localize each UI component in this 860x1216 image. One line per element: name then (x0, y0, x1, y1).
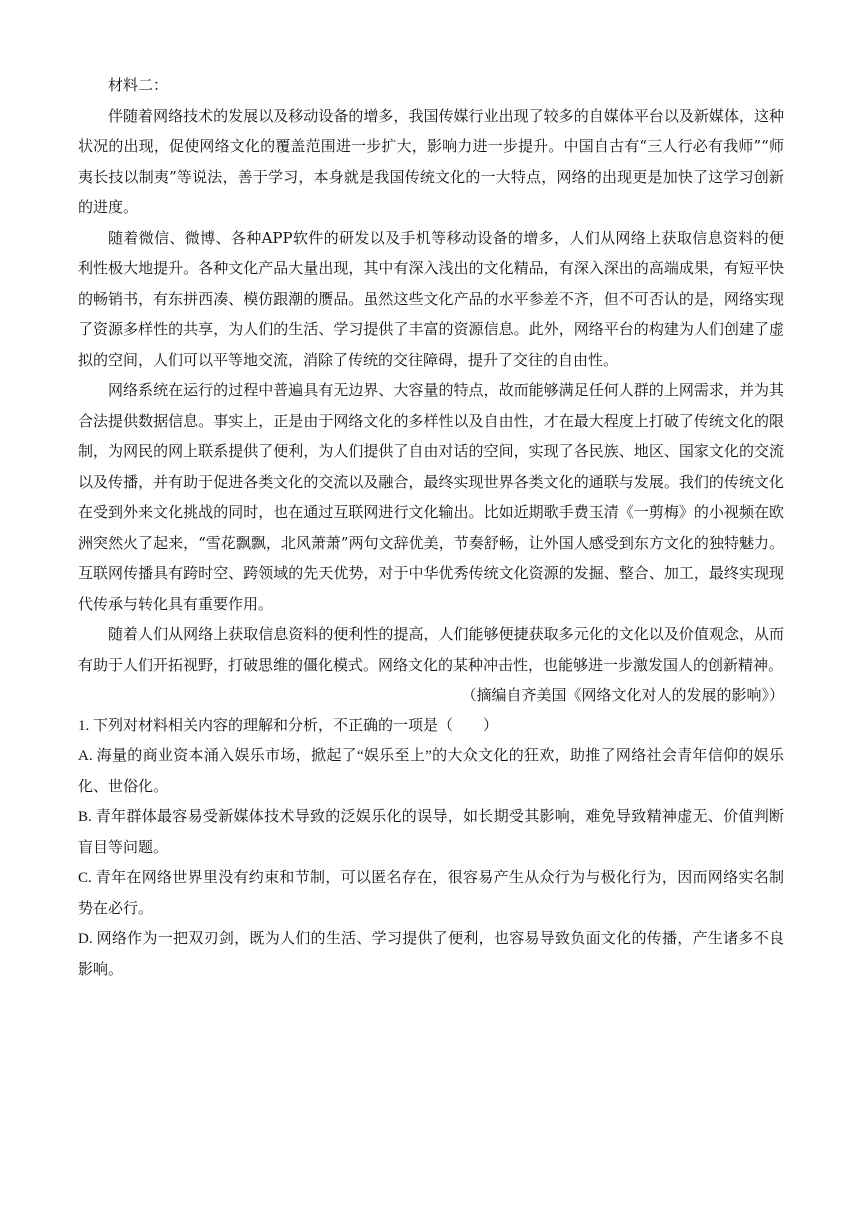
material-label: 材料二： (108, 76, 169, 94)
material-paragraph-1: 伴随着网络技术的发展以及移动设备的增多，我国传媒行业出现了较多的自媒体平台以及新媒体，这种状况的出现，促使网络文化的覆盖范围进一步扩大，影响力进一步提升。中国自古有“三人行必有我师”“师夷长技以制夷”等说法，善于学习，本身就是我国传统文化的一大特点，网络的出现更是加快了这学习创新的进度。 (78, 106, 784, 216)
material-paragraph-3: 网络系统在运行的过程中普遍具有无边界、大容量的特点，故而能够满足任何人群的上网需求，并为其合法提供数据信息。事实上，正是由于网络文化的多样性以及自由性，才在最大程度上打破了传统文化的限制，为网民的网上联系提供了便利，为人们提供了自由对话的空间，实现了各民族、地区、国家文化的交流以及传播，并有助于促进各类文化的交流以及融合，最终实现世界各类文化的通联与发展。我们的传统文化在受到外来文化挑战的同时，也在通过互联网进行文化输出。比如近期歌手费玉清《一剪梅》的小视频在欧洲突然火了起来，“雪花飘飘，北风萧萧”两句文辞优美，节奏舒畅，让外国人感受到东方文化的独特魅力。互联网传播具有跨时空、跨领域的先天优势，对于中华优秀传统文化资源的发掘、整合、加工，最终实现现代传承与转化具有重要作用。 (78, 381, 784, 613)
question-stem: 1. 下列对材料相关内容的理解和分析，不正确的一项是（ ） (78, 717, 499, 734)
material-paragraph-4: 随着人们从网络上获取信息资料的便利性的提高，人们能够便捷获取多元化的文化以及价值观念，从而有助于人们开拓视野，打破思维的僵化模式。网络文化的某种冲击性，也能够进一步激发国人的创新精神。 (78, 625, 784, 674)
option-a: A. 海量的商业资本涌入娱乐市场，掀起了“娱乐至上”的大众文化的狂欢，助推了网络社会青年信仰的娱乐化、世俗化。 (78, 748, 784, 795)
option-d: D. 网络作为一把双刃剑，既为人们的生活、学习提供了便利，也容易导致负面文化的传播，产生诸多不良影响。 (78, 931, 784, 978)
material-source: （摘编自齐美国《网络文化对人的发展的影响》） (461, 686, 784, 704)
material-paragraph-2: 随着微信、微博、各种APP软件的研发以及手机等移动设备的增多，人们从网络上获取信息资料的便利性极大地提升。各种文化产品大量出现，其中有深入浅出的文化精品，有深入深出的高端成果，有短平快的畅销书，有东拼西凑、模仿跟潮的赝品。虽然这些文化产品的水平参差不齐，但不可否认的是，网络实现了资源多样性的共享，为人们的生活、学习提供了丰富的资源信息。此外，网络平台的构建为人们创建了虚拟的空间，人们可以平等地交流，消除了传统的交往障碍，提升了交往的自由性。 (78, 228, 784, 369)
document-page (78, 70, 784, 985)
option-c: C. 青年在网络世界里没有约束和节制，可以匿名存在，很容易产生从众行为与极化行为，因而网络实名制势在必行。 (78, 870, 784, 917)
option-b: B. 青年群体最容易受新媒体技术导致的泛娱乐化的误导，如长期受其影响，难免导致精神虚无、价值判断盲目等问题。 (78, 809, 784, 856)
